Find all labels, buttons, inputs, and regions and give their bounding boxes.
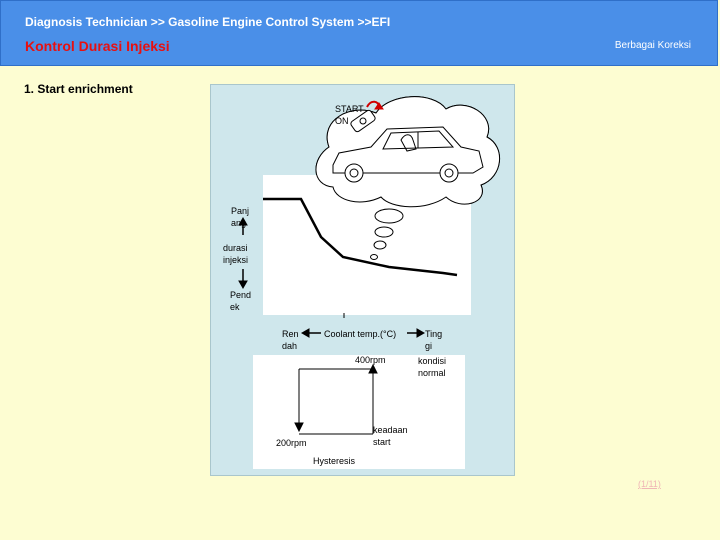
y-axis-label-1: durasi	[223, 243, 248, 253]
on-label: ON	[335, 116, 349, 126]
thought-bubble	[374, 241, 386, 249]
x-low-label-2: dah	[282, 341, 298, 351]
y-short-label-2: ek	[230, 302, 240, 312]
y-axis-label-2: injeksi	[223, 255, 249, 265]
hysteresis-caption: Hysteresis	[313, 456, 356, 466]
x-high-label-1: Ting	[425, 329, 443, 339]
breadcrumb: Diagnosis Technician >> Gasoline Engine Control System >>EFI	[25, 15, 391, 29]
arrow-down-icon	[239, 269, 247, 288]
x-axis-label: Coolant temp.(°C)	[324, 329, 397, 339]
x-high-label-2: gi	[425, 341, 433, 351]
page-subtitle: Berbagai Koreksi	[614, 40, 691, 51]
header-bar	[0, 0, 718, 66]
start-enrichment-diagram	[210, 84, 515, 476]
rpm-400-label: 400rpm	[355, 355, 386, 365]
thought-bubble	[375, 209, 403, 223]
start-label: START	[335, 104, 364, 114]
rpm-200-label: 200rpm	[276, 438, 307, 448]
diagram-graphics	[211, 85, 516, 477]
thought-bubble	[371, 255, 378, 260]
normal-condition-label-1: kondisi	[418, 356, 447, 366]
y-short-label-1: Pend	[230, 290, 252, 300]
section-heading: 1. Start enrichment	[24, 82, 133, 96]
x-low-label-1: Ren	[282, 329, 299, 339]
page-number-link[interactable]: (1/11)	[638, 479, 661, 489]
y-long-label-2: ang	[231, 218, 247, 228]
page-title: Kontrol Durasi Injeksi	[25, 38, 170, 54]
arrow-right-icon	[407, 329, 424, 337]
start-condition-label-1: keadaan	[373, 425, 408, 435]
y-long-label-1: Panj	[231, 206, 250, 216]
thought-bubble	[375, 227, 393, 237]
arrow-left-icon	[302, 329, 321, 337]
start-condition-label-2: start	[373, 437, 391, 447]
normal-condition-label-2: normal	[418, 368, 446, 378]
